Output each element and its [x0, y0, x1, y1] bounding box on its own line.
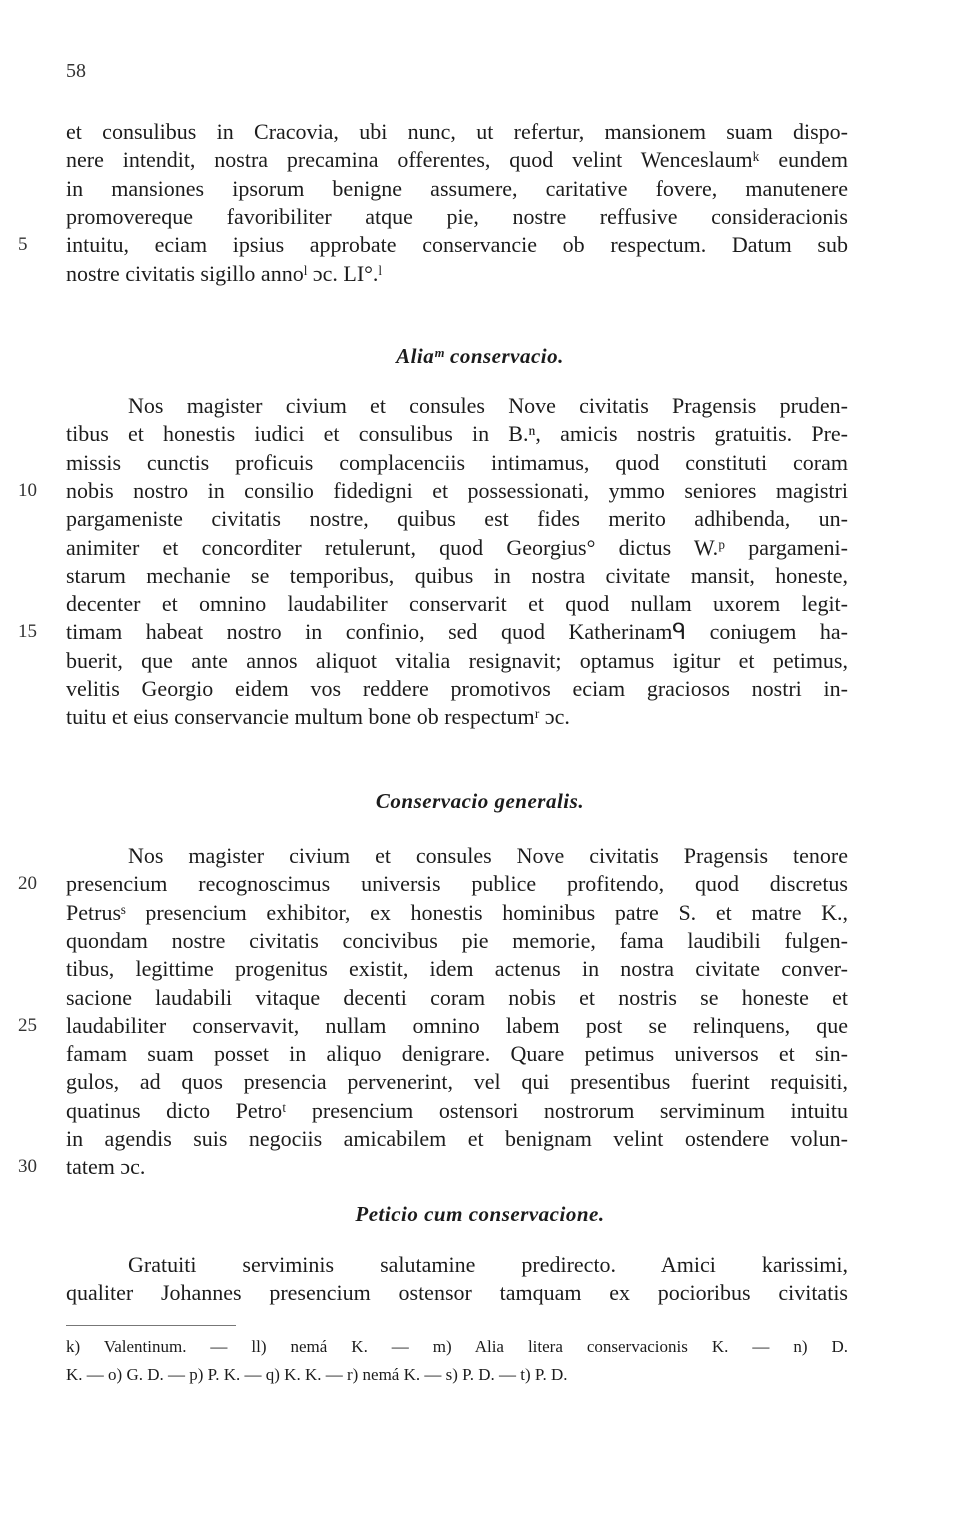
text-line: quondam nostre civitatis concivibus pie memorie, fama laudibili fulgen-	[66, 927, 848, 953]
text-line: gulos, ad quos presencia pervenerint, vel qui presentibus fuerint requisiti,	[66, 1069, 848, 1095]
text-line: in agendis suis negociis amicabilem et benignam velint ostendere volun-	[66, 1126, 848, 1151]
page-number: 58	[66, 60, 86, 82]
text-line: in mansiones ipsorum benigne assumere, caritative fovere, manutenere	[66, 175, 848, 201]
text-line: et consulibus in Cracovia, ubi nunc, ut refertur, mansionem suam dispo-	[66, 119, 848, 144]
text-line: Nos magister civium et consules Nove civitatis Pragensis tenore	[128, 843, 848, 868]
section-heading: Peticio cum conservacione.	[355, 1202, 605, 1226]
line-number: 30	[18, 1156, 37, 1178]
text-line: Gratuiti serviminis salutamine predirecto. Amici karissimi,	[128, 1252, 848, 1277]
footnote-line: K. — o) G. D. — p) P. K. — q) K. K. — r) nemá K. — s) P. D. — t) P. D.	[66, 1365, 568, 1384]
line-number: 15	[18, 621, 37, 643]
text-line: starum mechanie se temporibus, quibus in nostra civitate mansit, honeste,	[66, 562, 848, 588]
text-line: timam habeat nostro in confinio, sed quod Katherinamᑫ coniugem ha-	[66, 619, 848, 645]
text-line: presencium recognoscimus universis publice profitendo, quod discretus	[66, 871, 848, 897]
line-number: 5	[18, 234, 28, 256]
text-line: intuitu, eciam ipsius approbate conservancie ob respectum. Datum sub	[66, 232, 848, 258]
text-line: tibus et honestis iudici et consulibus in B.ⁿ, amicis nostris gratuitis. Pre-	[66, 421, 848, 447]
text-line: missis cunctis proficuis complacenciis intimamus, quod constituti coram	[66, 449, 848, 475]
footnote-line: k) Valentinum. — ll) nemá K. — m) Alia litera conservacionis K. — n) D.	[66, 1337, 848, 1356]
text-line: decenter et omnino laudabiliter conservarit et quod nullam uxorem legit-	[66, 591, 848, 617]
text-line: nostre civitatis sigillo annoˡ ɔc. LI°.ˡ	[66, 260, 383, 286]
text-line: animiter et concorditer retulerunt, quod Georgius° dictus W.ᵖ pargameni-	[66, 534, 848, 560]
footnote-rule	[66, 1325, 236, 1326]
text-line: tibus, legittime progenitus existit, idem actenus in nostra civitate conver-	[66, 956, 848, 982]
line-number: 25	[18, 1014, 37, 1036]
section-heading: Conservacio generalis.	[375, 789, 585, 813]
text-line: laudabiliter conservavit, nullam omnino labem post se relinquens, que	[66, 1012, 848, 1038]
text-line: famam suam posset in aliquo denigrare. Quare petimus universos et sin-	[66, 1041, 848, 1067]
text-line: buerit, que ante annos aliquot vitalia resignavit; optamus igitur et petimus,	[66, 647, 848, 673]
text-line: tatem ɔc.	[66, 1154, 146, 1180]
line-number: 10	[18, 479, 37, 501]
text-line: velitis Georgio eidem vos reddere promotivos eciam graciosos nostri in-	[66, 676, 848, 701]
text-line: tuitu et eius conservancie multum bone ob respectumʳ ɔc.	[66, 704, 570, 730]
text-line: sacione laudabili vitaque decenti coram nobis et nostris se honeste et	[66, 984, 848, 1010]
text-line: pargameniste civitatis nostre, quibus est fides merito adhibenda, un-	[66, 506, 848, 532]
line-number: 20	[18, 873, 37, 895]
text-line: promovereque favoribiliter atque pie, nostre reffusive consideracionis	[66, 203, 848, 229]
text-line: quatinus dicto Petroᵗ presencium ostensori nostrorum serviminum intuitu	[66, 1097, 848, 1123]
text-line: nere intendit, nostra precamina offerentes, quod velint Wenceslaumᵏ eundem	[66, 147, 848, 173]
section-heading: Aliaᵐ conservacio.	[396, 344, 564, 368]
text-line: Nos magister civium et consules Nove civitatis Pragensis pruden-	[128, 393, 848, 418]
text-line: Petrusˢ presencium exhibitor, ex honestis hominibus patre S. et matre K.,	[66, 899, 848, 925]
text-line: nobis nostro in consilio fidedigni et possessionati, ymmo seniores magistri	[66, 477, 848, 503]
text-line: qualiter Johannes presencium ostensor tamquam ex pocioribus civitatis	[66, 1280, 848, 1306]
